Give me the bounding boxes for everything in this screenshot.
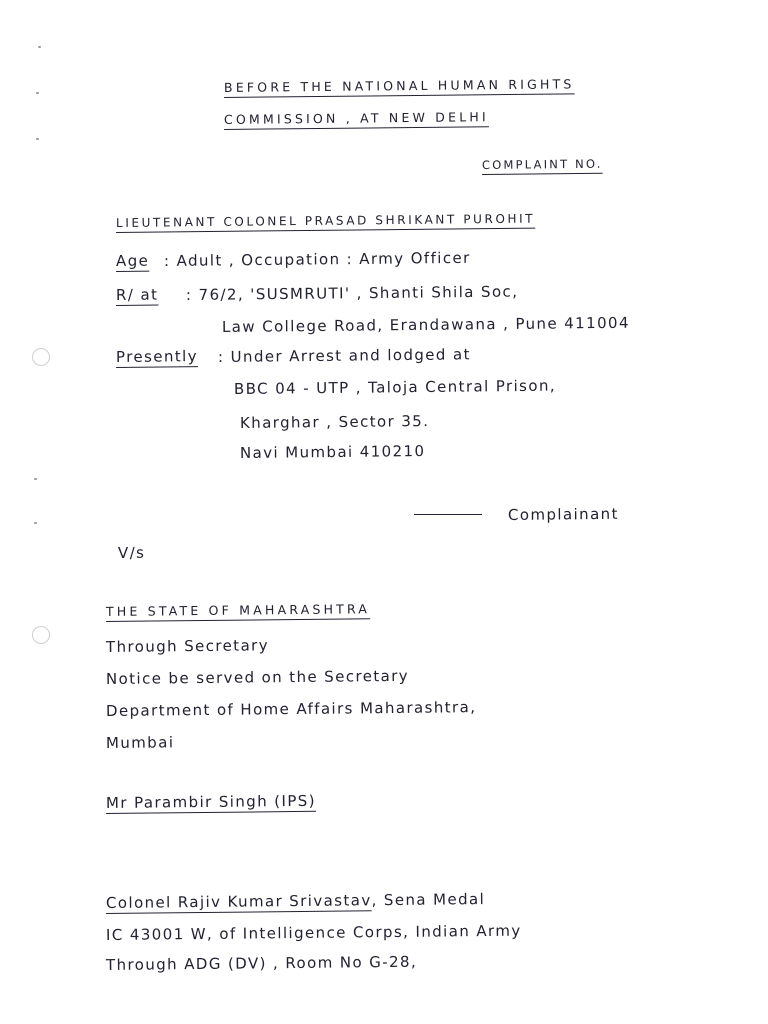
respondent-1-name: THE STATE OF MAHARASHTRA [105,601,371,619]
margin-speck [34,522,37,524]
respondent-2-name: Mr Parambir Singh (IPS) [105,791,317,812]
respondent-1-line-3: Department of Home Affairs Maharashtra, [105,698,477,720]
margin-speck [36,138,39,140]
respondent-3-name-suffix: , Sena Medal [371,890,486,910]
residence-line-1: : 76/2, 'SUSMRUTI' , Shanti Shila Soc, [185,282,519,304]
age-occupation-text: : Adult , Occupation : Army Officer [163,248,471,270]
respondent-3-line-2: Through ADG (DV) , Room No G-28, [105,952,418,974]
residence-line-2: Law College Road, Erandawana , Pune 411004 [221,313,630,336]
presently-line-4: Navi Mumbai 410210 [239,442,426,462]
presently-line-3: Kharghar , Sector 35. [239,412,430,432]
heading-line-1: BEFORE THE NATIONAL HUMAN RIGHTS [223,76,575,95]
presently-label: Presently [115,347,199,366]
age-label: Age [115,251,150,270]
respondent-1-line-4: Mumbai [105,733,175,752]
respondent-3-name-line [106,890,485,912]
signature-line [414,514,482,515]
complaint-number: COMPLAINT NO. [481,156,603,172]
presently-line-2: BBC 04 - UTP , Taloja Central Prison, [233,376,557,398]
margin-speck [34,478,37,480]
heading-line-2: COMMISSION , AT NEW DELHI [223,109,489,127]
margin-speck [36,92,39,94]
respondent-1-line-1: Through Secretary [105,636,270,656]
complainant-role: Complainant [507,504,619,524]
punch-hole-upper [32,348,50,366]
respondent-1-line-2: Notice be served on the Secretary [105,666,410,688]
respondent-3-line-1: IC 43001 W, of Intelligence Corps, Indian Army [105,921,522,944]
margin-speck [38,46,41,48]
residence-label: R/ at [115,285,159,304]
complainant-name: LIEUTENANT COLONEL PRASAD SHRIKANT PUROHIT [115,211,536,230]
presently-line-1: : Under Arrest and lodged at [217,345,471,366]
punch-hole-lower [32,626,50,644]
respondent-3-name: Colonel Rajiv Kumar Srivastav [105,891,372,912]
versus-label: V/s [117,543,146,562]
